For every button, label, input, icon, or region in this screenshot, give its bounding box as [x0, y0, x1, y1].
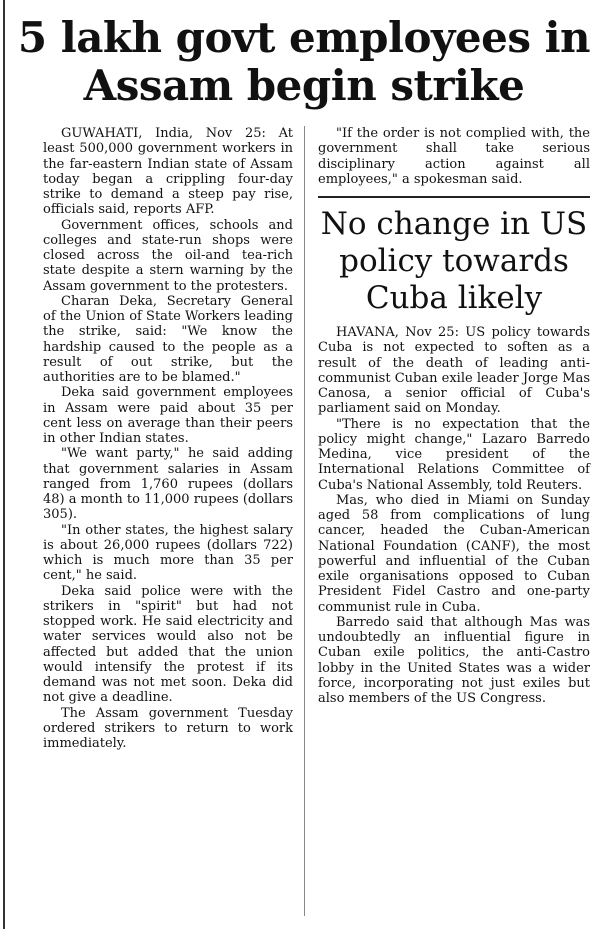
- story1-paragraph: GUWAHATI, India, Nov 25: At least 500,000 government workers in the far-eastern Indian state of Assam today began a crippling four-day strike to demand a steep pay rise, officials said, reports AFP.: [43, 126, 293, 218]
- story2-headline: No change in US policy towards Cuba likely: [320, 206, 588, 316]
- story1-paragraph: The Assam government Tuesday ordered strikers to return to work immediately.: [43, 705, 293, 751]
- story2-paragraph: Barredo said that although Mas was undoubtedly an influential figure in Cuban exile politics, the anti-Castro lobby in the United States was a wider force, incorporating not just exiles but also members of the US Congress.: [318, 614, 590, 706]
- story2-paragraph: HAVANA, Nov 25: US policy towards Cuba is not expected to soften as a result of the death of leading anti-communist Cuban exile leader Jorge Mas Canosa, a senior official of Cuba's parliament said on Monday.: [318, 325, 590, 417]
- right-column: [318, 126, 590, 706]
- story1-paragraph: Deka said police were with the strikers in "spirit" but had not stopped work. He said electricity and water services would also not be affected but added that the union would intensify the protest if its demand was not met soon. Deka did not give a deadline.: [43, 583, 293, 706]
- main-headline: 5 lakh govt employees in Assam begin strike: [17, 13, 591, 110]
- story2-paragraph: Mas, who died in Miami on Sunday aged 58 from complications of lung cancer, headed the Cuban-American National Foundation (CANF), the most powerful and influential of the Cuban exile organisations opposed to Cuban President Fidel Castro and one-party communist rule in Cuba.: [318, 492, 590, 615]
- story1-paragraph: "In other states, the highest salary is about 26,000 rupees (dollars 722) which is much more than 35 per cent," he said.: [43, 522, 293, 584]
- column-divider: [304, 126, 305, 916]
- story1-paragraph: "If the order is not complied with, the government shall take serious disciplinary action against all employees," a spokesman said.: [318, 126, 590, 187]
- story1-column: [43, 126, 293, 751]
- story2-paragraph: "There is no expectation that the policy might change," Lazaro Barredo Medina, vice president of the International Relations Committee of Cuba's National Assembly, told Reuters.: [318, 416, 590, 493]
- story1-paragraph: Government offices, schools and colleges and state-run shops were closed across the oil-and tea-rich state despite a stern warning by the Assam government to the protesters.: [43, 217, 293, 294]
- story-separator-rule: [318, 196, 590, 198]
- story1-paragraph: Charan Deka, Secretary General of the Union of State Workers leading the strike, said: "We know the hardship caused to the people as a result of out strike, but the authorities are to be blamed.": [43, 293, 293, 385]
- story1-paragraph: Deka said government employees in Assam were paid about 35 per cent less on average than their peers in other Indian states.: [43, 385, 293, 446]
- story1-paragraph: "We want party," he said adding that government salaries in Assam ranged from 1,760 rupees (dollars 48) a month to 11,000 rupees (dollars 305).: [43, 446, 293, 523]
- column-rule-left: [3, 0, 5, 929]
